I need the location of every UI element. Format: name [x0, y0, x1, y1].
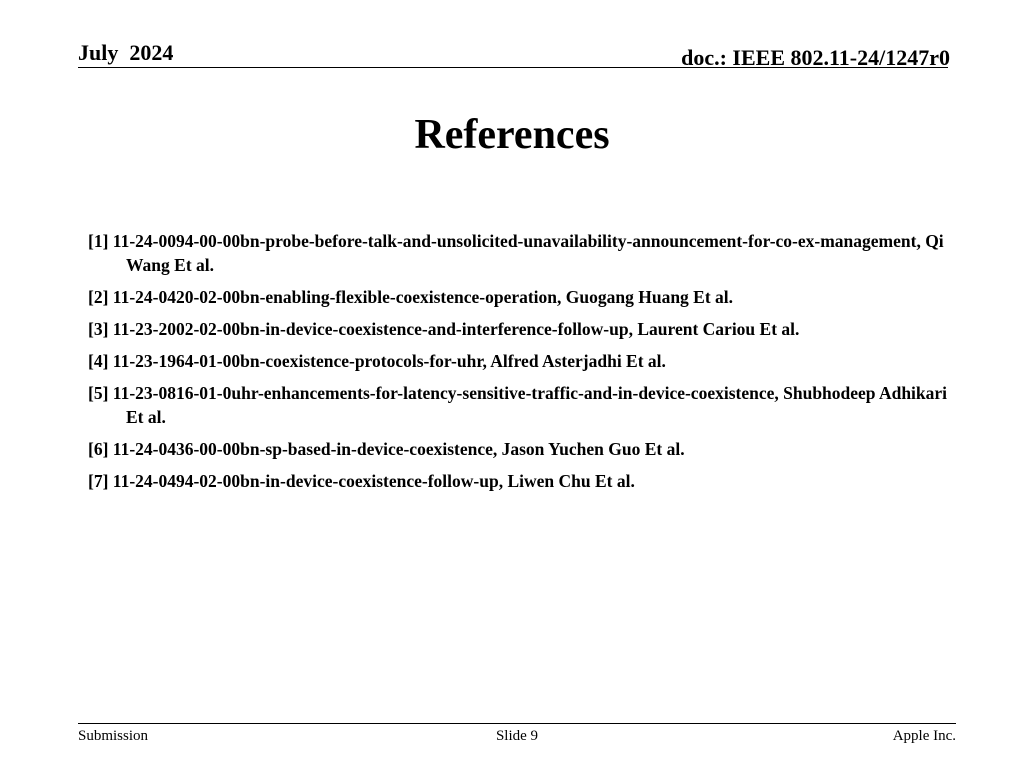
reference-item: [4] 11-23-1964-01-00bn-coexistence-protocols-for-uhr, Alfred Asterjadhi Et al. [88, 351, 666, 371]
reference-item: [1] 11-24-0094-00-00bn-probe-before-talk-and-unsolicited-unavailability-announcement-for-co-ex-management, Qi Wang Et al. [88, 231, 944, 275]
reference-item: [7] 11-24-0494-02-00bn-in-device-coexistence-follow-up, Liwen Chu Et al. [88, 471, 635, 491]
slide-title: References [414, 112, 610, 158]
reference-item: [2] 11-24-0420-02-00bn-enabling-flexible-coexistence-operation, Guogang Huang Et al. [88, 287, 734, 307]
reference-item: [3] 11-23-2002-02-00bn-in-device-coexistence-and-interference-follow-up, Laurent Cariou Et al. [88, 319, 800, 339]
reference-item: [5] 11-23-0816-01-0uhr-enhancements-for-latency-sensitive-traffic-and-in-device-coexistence, Shubhodeep Adhikari Et al. [88, 383, 948, 427]
footer-slide-number: Slide 9 [495, 728, 539, 744]
footer-submission: Submission [78, 728, 149, 744]
reference-list [88, 229, 948, 501]
header-date: July 2024 [78, 40, 174, 65]
header-divider [78, 67, 948, 68]
reference-item: [6] 11-24-0436-00-00bn-sp-based-in-device-coexistence, Jason Yuchen Guo Et al. [88, 439, 685, 459]
header-doc-id: doc.: IEEE 802.11-24/1247r0 [681, 45, 950, 70]
footer-divider [78, 723, 956, 724]
footer-company: Apple Inc. [892, 728, 956, 744]
